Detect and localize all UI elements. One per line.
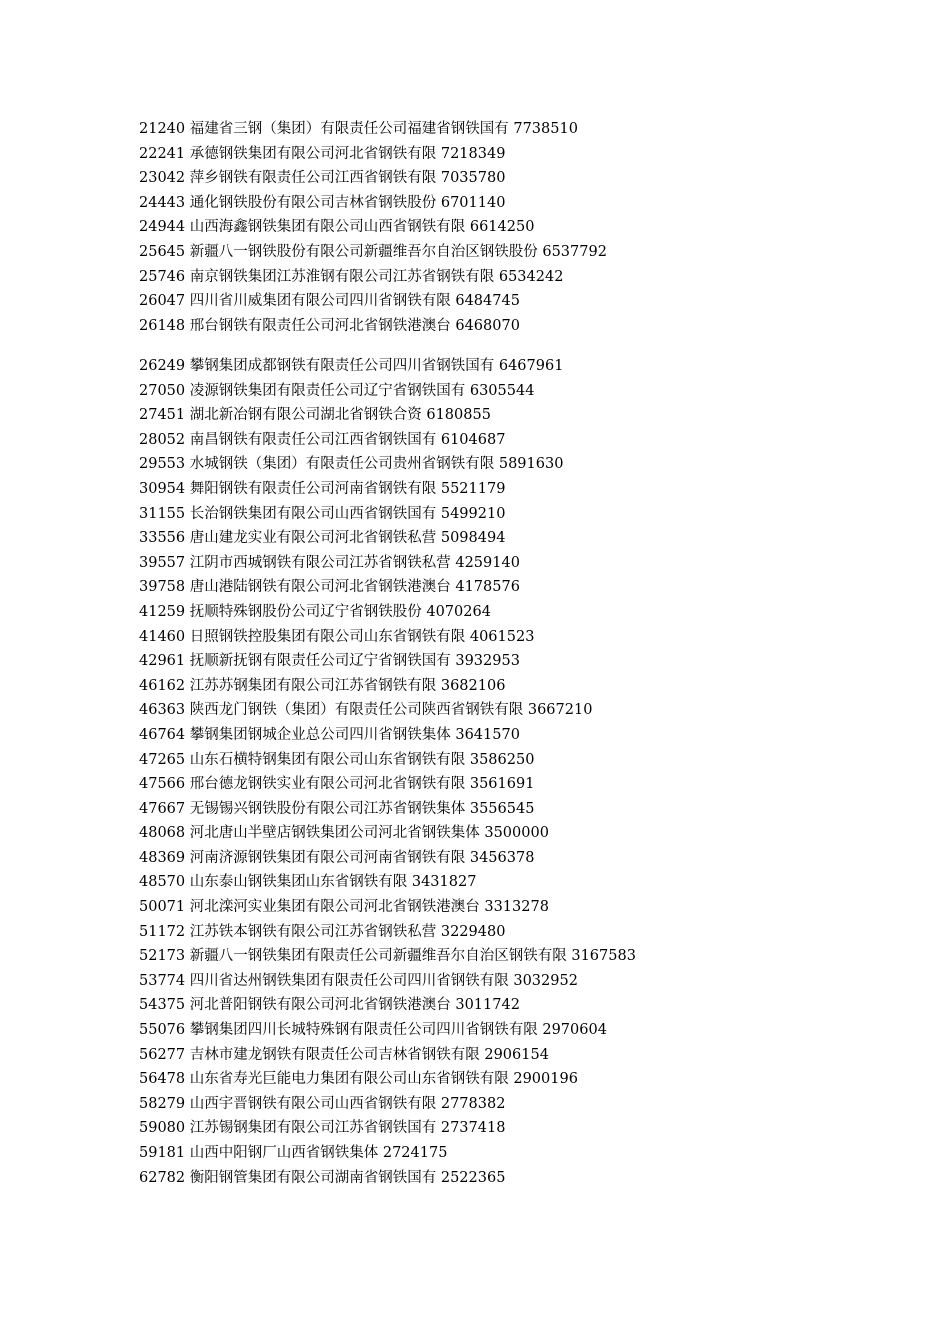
list-item: 48570 山东泰山钢铁集团山东省钢铁有限 3431827 <box>139 874 477 891</box>
list-item: 26249 攀钢集团成都钢铁有限责任公司四川省钢铁国有 6467961 <box>139 358 564 374</box>
list-item: 22241 承德钢铁集团有限公司河北省钢铁有限 7218349 <box>139 145 506 162</box>
list-item: 27050 凌源钢铁集团有限责任公司辽宁省钢铁国有 6305544 <box>139 382 535 399</box>
list-item: 52173 新疆八一钢铁集团有限责任公司新疆维吾尔自治区钢铁有限 3167583 <box>139 948 636 965</box>
list-item: 39557 江阴市西城钢铁有限公司江苏省钢铁私营 4259140 <box>139 554 520 571</box>
list-item: 26047 四川省川威集团有限公司四川省钢铁有限 6484745 <box>139 293 520 310</box>
list-item: 41259 抚顺特殊钢股份公司辽宁省钢铁股份 4070264 <box>139 603 491 620</box>
list-item: 25746 南京钢铁集团江苏淮钢有限公司江苏省钢铁有限 6534242 <box>139 268 564 285</box>
company-list-section-2 <box>139 354 839 1190</box>
list-item: 48068 河北唐山半壁店钢铁集团公司河北省钢铁集体 3500000 <box>139 825 549 842</box>
list-item: 27451 湖北新冶钢有限公司湖北省钢铁合资 6180855 <box>139 407 491 424</box>
list-item: 47566 邢台德龙钢铁实业有限公司河北省钢铁有限 3561691 <box>139 776 535 793</box>
company-list-section-1 <box>139 117 839 338</box>
list-item: 42961 抚顺新抚钢有限责任公司辽宁省钢铁国有 3932953 <box>139 653 520 670</box>
list-item: 33556 唐山建龙实业有限公司河北省钢铁私营 5098494 <box>139 530 506 547</box>
list-item: 24443 通化钢铁股份有限公司吉林省钢铁股份 6701140 <box>139 194 506 211</box>
list-item: 59080 江苏锡钢集团有限公司江苏省钢铁国有 2737418 <box>139 1120 506 1137</box>
list-item: 46162 江苏苏钢集团有限公司江苏省钢铁有限 3682106 <box>139 677 506 694</box>
list-item: 31155 长治钢铁集团有限公司山西省钢铁国有 5499210 <box>139 505 506 522</box>
list-item: 46363 陕西龙门钢铁（集团）有限责任公司陕西省钢铁有限 3667210 <box>139 702 593 719</box>
list-item: 62782 衡阳钢管集团有限公司湖南省钢铁国有 2522365 <box>139 1169 506 1186</box>
list-item: 55076 攀钢集团四川长城特殊钢有限责任公司四川省钢铁有限 2970604 <box>139 1022 607 1039</box>
list-item: 28052 南昌钢铁有限责任公司江西省钢铁国有 6104687 <box>139 431 506 448</box>
list-item: 56478 山东省寿光巨能电力集团有限公司山东省钢铁有限 2900196 <box>139 1071 578 1088</box>
list-item: 54375 河北普阳钢铁有限公司河北省钢铁港澳台 3011742 <box>139 997 520 1014</box>
list-item: 23042 萍乡钢铁有限责任公司江西省钢铁有限 7035780 <box>139 170 506 187</box>
list-item: 21240 福建省三钢（集团）有限责任公司福建省钢铁国有 7738510 <box>139 121 578 137</box>
list-item: 48369 河南济源钢铁集团有限公司河南省钢铁有限 3456378 <box>139 849 535 866</box>
list-item: 47667 无锡锡兴钢铁股份有限公司江苏省钢铁集体 3556545 <box>139 800 535 817</box>
list-item: 58279 山西宇晋钢铁有限公司山西省钢铁有限 2778382 <box>139 1095 506 1112</box>
list-item: 41460 日照钢铁控股集团有限公司山东省钢铁有限 4061523 <box>139 628 535 645</box>
list-item: 26148 邢台钢铁有限责任公司河北省钢铁港澳台 6468070 <box>139 317 520 334</box>
list-item: 56277 吉林市建龙钢铁有限责任公司吉林省钢铁有限 2906154 <box>139 1046 549 1063</box>
list-item: 29553 水城钢铁（集团）有限责任公司贵州省钢铁有限 5891630 <box>139 456 564 473</box>
list-item: 53774 四川省达州钢铁集团有限责任公司四川省钢铁有限 3032952 <box>139 972 578 989</box>
list-item: 24944 山西海鑫钢铁集团有限公司山西省钢铁有限 6614250 <box>139 219 535 236</box>
list-item: 46764 攀钢集团钢城企业总公司四川省钢铁集体 3641570 <box>139 726 520 743</box>
list-item: 39758 唐山港陆钢铁有限公司河北省钢铁港澳台 4178576 <box>139 579 520 596</box>
list-item: 30954 舞阳钢铁有限责任公司河南省钢铁有限 5521179 <box>139 480 506 497</box>
list-item: 25645 新疆八一钢铁股份有限公司新疆维吾尔自治区钢铁股份 6537792 <box>139 243 607 260</box>
list-item: 50071 河北滦河实业集团有限公司河北省钢铁港澳台 3313278 <box>139 899 549 916</box>
list-item: 59181 山西中阳钢厂山西省钢铁集体 2724175 <box>139 1145 448 1161</box>
list-item: 51172 江苏铁本钢铁有限公司江苏省钢铁私营 3229480 <box>139 923 506 940</box>
list-item: 47265 山东石横特钢集团有限公司山东省钢铁有限 3586250 <box>139 751 535 768</box>
